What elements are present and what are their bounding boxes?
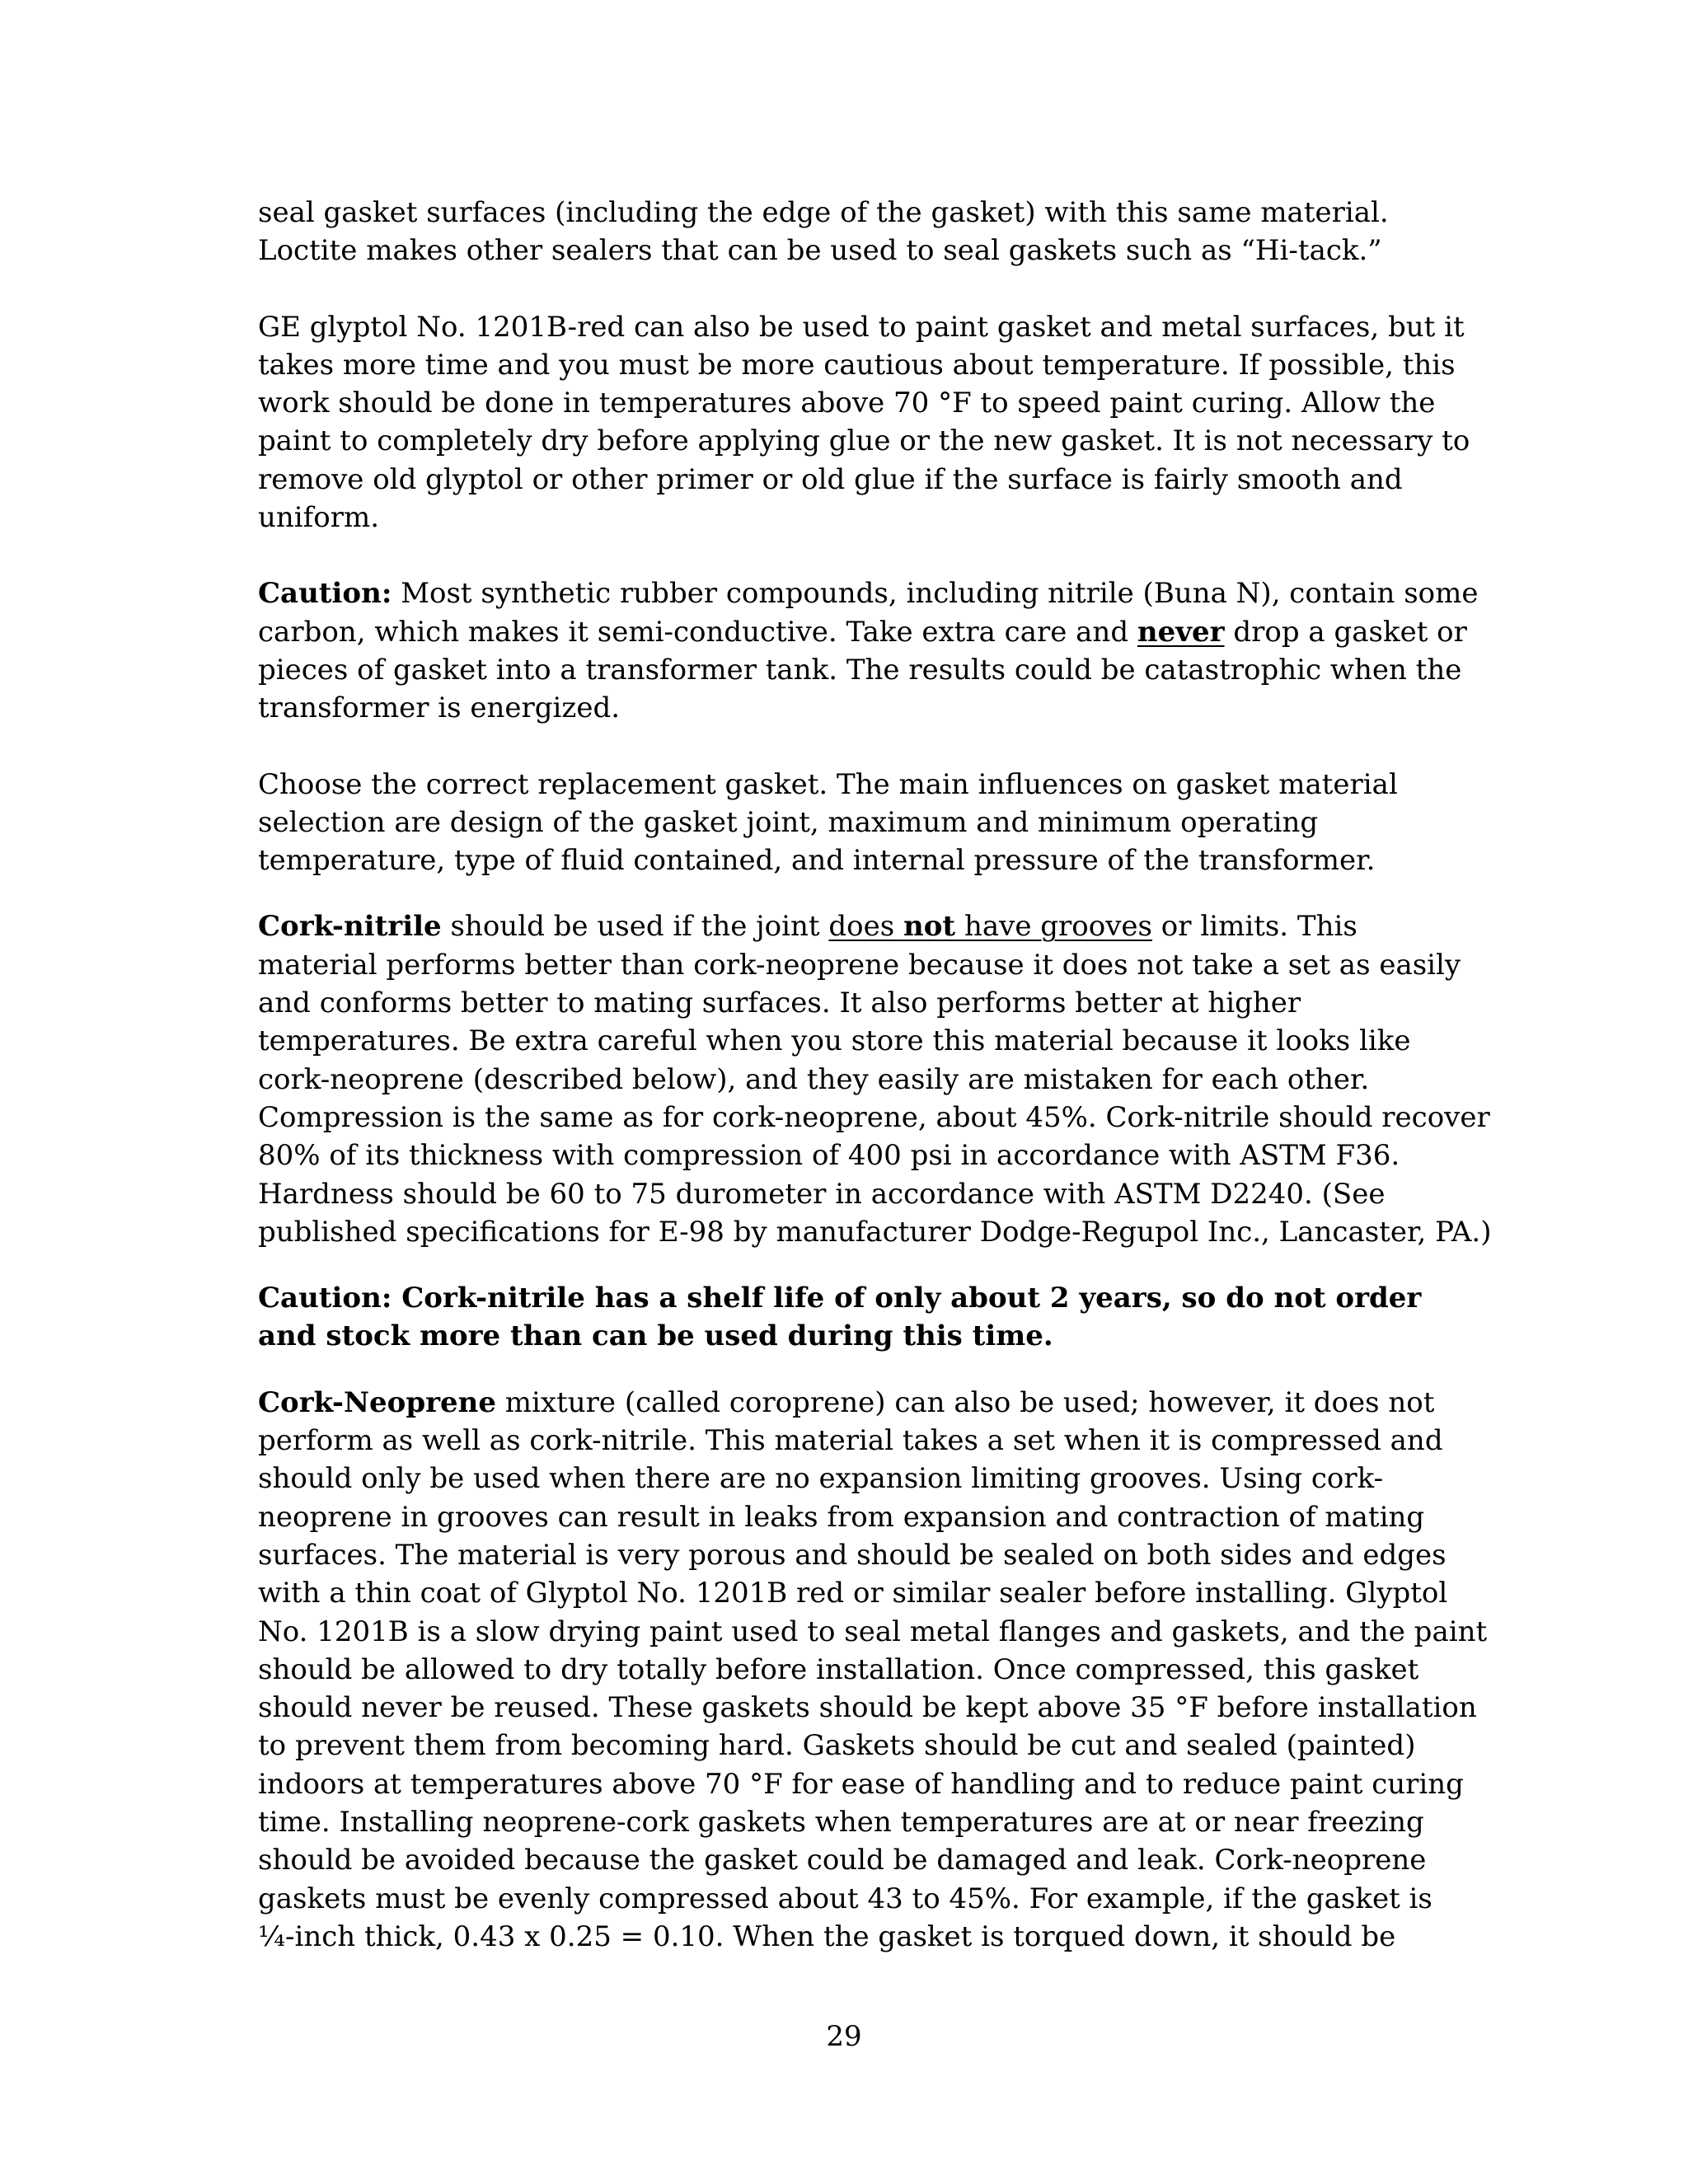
text-span: carbon, which makes it semi-conductive. Take extra care and: [258, 615, 1137, 649]
paragraph-caution-conductive: [258, 574, 1519, 727]
text-line: perform as well as cork-nitrile. This material takes a set when it is compressed and: [258, 1424, 1443, 1458]
text-line: Compression is the same as for cork-neoprene, about 45%. Cork-nitrile should recover: [258, 1100, 1490, 1134]
text-line: indoors at temperatures above 70 °F for ease of handling and to reduce paint curing: [258, 1767, 1464, 1801]
text-line: temperature, type of fluid contained, and internal pressure of the transformer.: [258, 844, 1376, 878]
emphasis-not: not: [903, 910, 956, 944]
text-line: should never be reused. These gaskets should be kept above 35 °F before installation: [258, 1691, 1477, 1725]
text-line: No. 1201B is a slow drying paint used to seal metal flanges and gaskets, and the paint: [258, 1615, 1488, 1648]
text-line: Loctite makes other sealers that can be used to seal gaskets such as “Hi-tack.”: [258, 234, 1382, 268]
text-line: [258, 613, 1519, 651]
text-line: should be allowed to dry totally before installation. Once compressed, this gasket: [258, 1652, 1419, 1686]
text-line: [258, 907, 1519, 945]
text-line: remove old glyptol or other primer or old glue if the surface is fairly smooth and: [258, 462, 1403, 496]
text-line: should be avoided because the gasket could be damaged and leak. Cork-neoprene: [258, 1844, 1427, 1877]
text-line: paint to completely dry before applying glue or the new gasket. It is not necessary to: [258, 424, 1470, 458]
term-nitrile: -nitrile: [331, 910, 442, 944]
text-line: to prevent them from becoming hard. Gaskets should be cut and sealed (painted): [258, 1729, 1416, 1763]
text-line: with a thin coat of Glyptol No. 1201B red or similar sealer before installing. Glyptol: [258, 1577, 1448, 1610]
text-line: seal gasket surfaces (including the edge of the gasket) with this same material.: [258, 196, 1389, 229]
text-line: should only be used when there are no expansion limiting grooves. Using cork-: [258, 1462, 1384, 1496]
text-span: mixture (called coroprene) can also be used; however, it does not: [496, 1385, 1435, 1419]
text-line: work should be done in temperatures above 70 °F to speed paint curing. Allow the: [258, 387, 1436, 420]
paragraph-cork-nitrile: [258, 907, 1519, 1251]
text-line: temperatures. Be extra careful when you store this material because it looks like: [258, 1024, 1411, 1058]
text-line: GE glyptol No. 1201B-red can also be used to paint gasket and metal surfaces, but it: [258, 310, 1465, 344]
emphasis-never: never: [1137, 615, 1225, 649]
text-span: drop a gasket or: [1224, 615, 1467, 649]
text-line: and conforms better to mating surfaces. It also performs better at higher: [258, 987, 1301, 1020]
text-line: takes more time and you must be more cautious about temperature. If possible, this: [258, 348, 1456, 382]
text-span: Most synthetic rubber compounds, including nitrile (Buna N), contain some: [392, 577, 1479, 611]
text-line: gaskets must be evenly compressed about 43 to 45%. For example, if the gasket is: [258, 1882, 1432, 1915]
paragraph-choose-gasket: [258, 766, 1519, 880]
text-line: Caution: Cork-nitrile has a shelf life of only about 2 years, so do not order: [258, 1282, 1422, 1315]
text-line: [258, 574, 1519, 612]
text-line: ¼-inch thick, 0.43 x 0.25 = 0.10. When the gasket is torqued down, it should be: [258, 1919, 1396, 1953]
term-cork: Cork: [258, 910, 332, 944]
text-line: published specifications for E-98 by manufacturer Dodge-Regupol Inc., Lancaster, PA.): [258, 1215, 1492, 1249]
paragraph-glyptol: [258, 308, 1519, 537]
text-line: Hardness should be 60 to 75 durometer in accordance with ASTM D2240. (See: [258, 1177, 1386, 1211]
caution-label: Caution:: [258, 577, 392, 611]
text-line: surfaces. The material is very porous and should be sealed on both sides and edges: [258, 1538, 1447, 1572]
page-body: [258, 194, 1519, 1956]
text-line: transformer is energized.: [258, 691, 621, 725]
text-span: does: [828, 910, 904, 944]
text-line: time. Installing neoprene-cork gaskets when temperatures are at or near freezing: [258, 1805, 1424, 1839]
underlined-phrase: [828, 910, 1152, 943]
text-line: neoprene in grooves can result in leaks from expansion and contraction of mating: [258, 1500, 1425, 1534]
text-line: and stock more than can be used during this time.: [258, 1319, 1053, 1353]
text-span: or limits. This: [1152, 910, 1357, 944]
text-line: material performs better than cork-neoprene because it does not take a set as easily: [258, 948, 1461, 982]
text-line: selection are design of the gasket joint, maximum and minimum operating: [258, 805, 1319, 839]
text-line: uniform.: [258, 501, 380, 535]
text-line: cork-neoprene (described below), and they easily are mistaken for each other.: [258, 1062, 1370, 1096]
text-line: [258, 1384, 1519, 1422]
text-line: 80% of its thickness with compression of 400 psi in accordance with ASTM F36.: [258, 1139, 1400, 1173]
text-line: Choose the correct replacement gasket. The main influences on gasket material: [258, 767, 1398, 801]
paragraph-caution-shelf-life: [258, 1279, 1519, 1356]
text-span: have grooves: [955, 910, 1152, 944]
text-line: pieces of gasket into a transformer tank. The results could be catastrophic when the: [258, 653, 1462, 687]
term-cork-neoprene: Cork-Neoprene: [258, 1385, 496, 1419]
paragraph-intro: [258, 194, 1519, 270]
text-span: should be used if the joint: [441, 910, 829, 944]
page-number: 29: [826, 2020, 862, 2053]
paragraph-cork-neoprene: [258, 1384, 1519, 1956]
